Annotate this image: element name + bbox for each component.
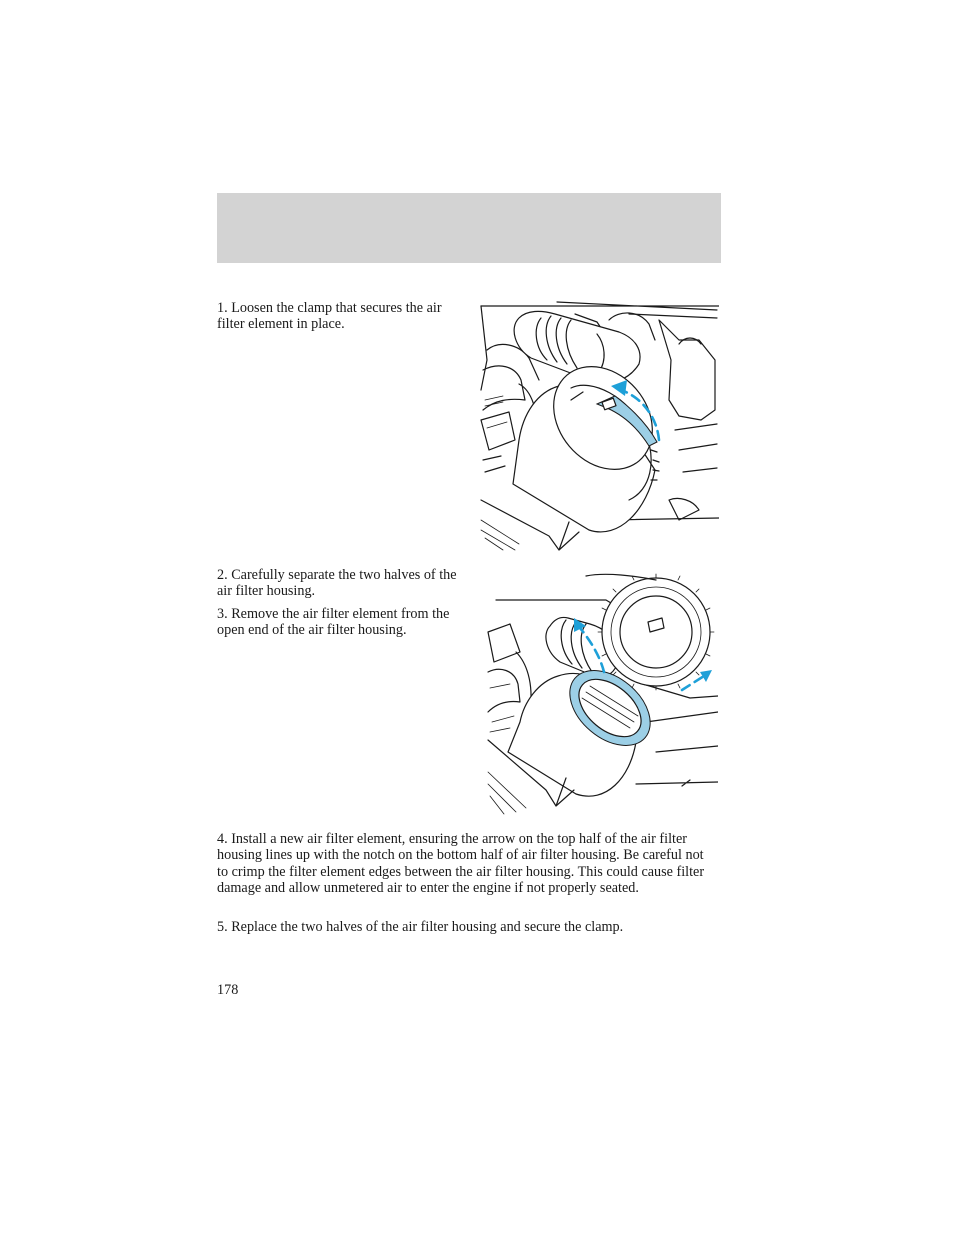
section-header-band <box>217 193 721 263</box>
filter-removal-illustration <box>486 572 718 820</box>
page-number: 178 <box>217 982 239 998</box>
step-3-text: 3. Remove the air filter element from the open end of the air filter housing. <box>217 606 450 639</box>
clamp-loosen-illustration <box>479 300 719 553</box>
step-5-text: 5. Replace the two halves of the air filter housing and secure the clamp. <box>217 919 624 935</box>
step-1-text: 1. Loosen the clamp that secures the air filter element in place. <box>217 300 442 333</box>
step-4-text: 4. Install a new air filter element, ensuring the arrow on the top half of the air filter housing lines up with the notch on the bottom half of air filter housing. Be careful not to crimp the filter element edges between the air filter housing. This could cause filter damage and allow unmetered air to enter the engine if not properly seated. <box>217 831 705 897</box>
step-2-text: 2. Carefully separate the two halves of the air filter housing. <box>217 567 457 600</box>
